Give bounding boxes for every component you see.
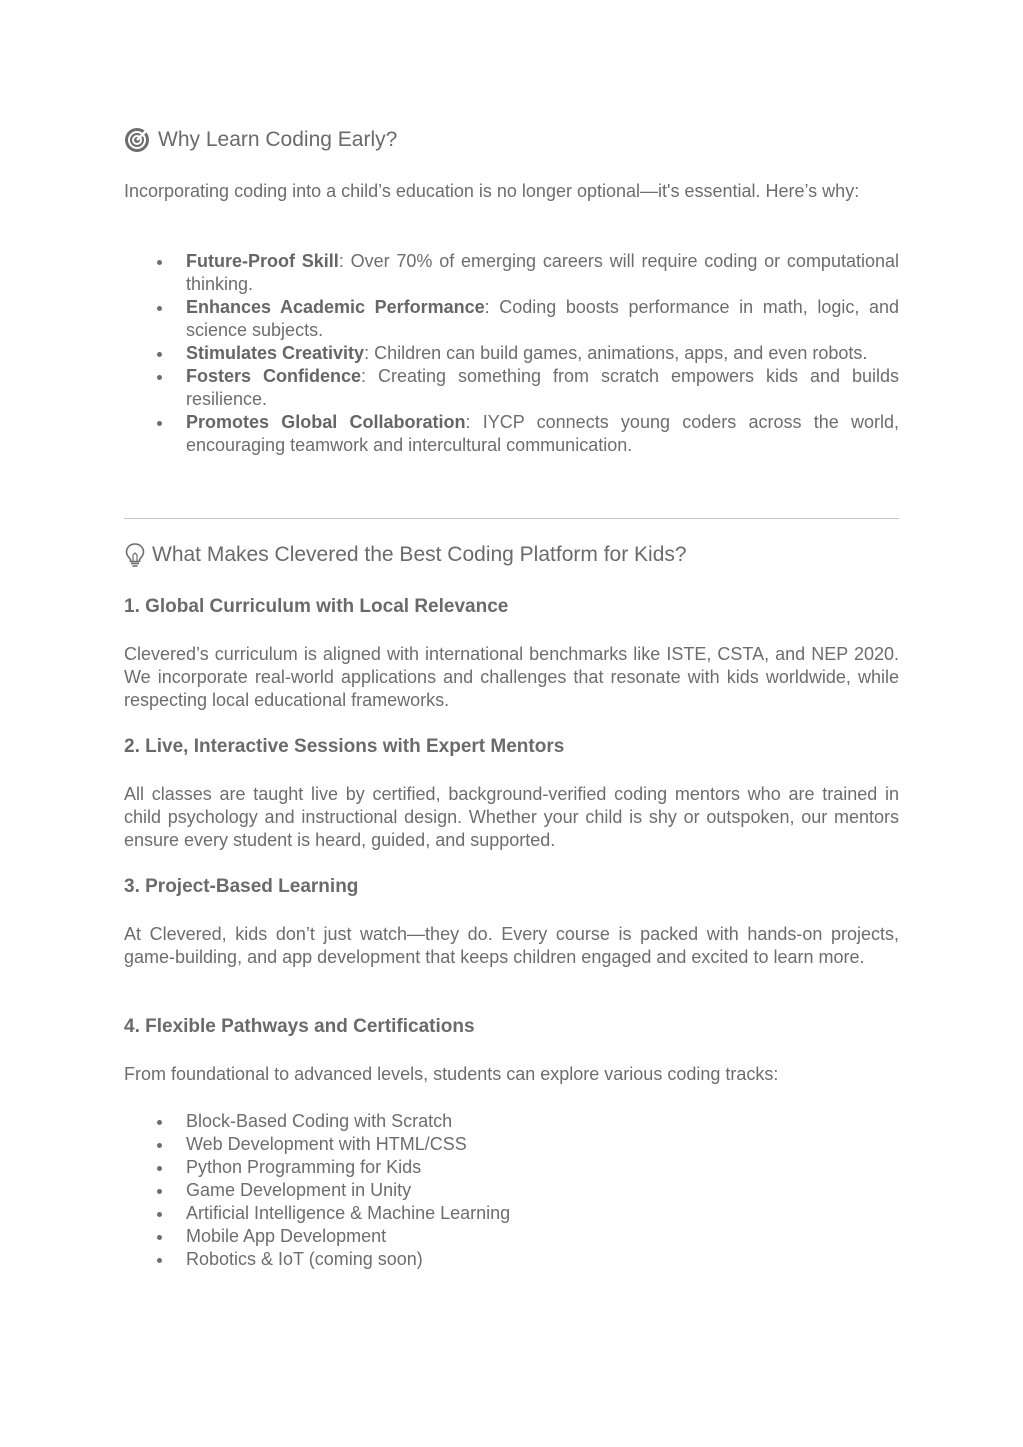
feature-body: At Clevered, kids don’t just watch—they do. Every course is packed with hands-on projects, game-building, and app development that keeps children engaged and excited to learn more.	[124, 924, 899, 967]
bullet-text: : IYCP connects young coders across the world, encouraging teamwork and intercultural communication.	[186, 412, 899, 455]
feature-body: Clevered’s curriculum is aligned with international benchmarks like ISTE, CSTA, and NEP 2020. We incorporate real-world applications and challenges that resonate with kids worldwide, while respecting local educational frameworks.	[124, 644, 899, 710]
section-divider	[124, 518, 899, 519]
bullet-term: Future-Proof Skill	[186, 251, 339, 271]
intro-paragraph: Incorporating coding into a child’s education is no longer optional—it's essential. Here’s why:	[124, 181, 860, 201]
feature-heading: 2. Live, Interactive Sessions with Expert Mentors	[124, 736, 565, 757]
feature-body: From foundational to advanced levels, students can explore various coding tracks:	[124, 1064, 779, 1084]
list-item: Mobile App Development	[124, 1225, 510, 1248]
feature-heading: 4. Flexible Pathways and Certifications	[124, 1016, 475, 1037]
list-item: Block-Based Coding with Scratch	[124, 1110, 510, 1133]
section-heading-what-makes	[124, 542, 687, 568]
list-item	[124, 365, 899, 411]
bullet-term: Enhances Academic Performance	[186, 297, 485, 317]
list-item	[124, 296, 899, 342]
bullet-text: : Coding boosts performance in math, logic, and science subjects.	[186, 297, 899, 340]
list-item: Python Programming for Kids	[124, 1156, 510, 1179]
target-icon	[124, 127, 150, 153]
list-item: Artificial Intelligence & Machine Learning	[124, 1202, 510, 1225]
list-item: Web Development with HTML/CSS	[124, 1133, 510, 1156]
coding-tracks-list	[124, 1110, 510, 1271]
bullet-term: Stimulates Creativity	[186, 343, 365, 363]
feature-body: All classes are taught live by certified, background-verified coding mentors who are trained in child psychology and instructional design. Whether your child is shy or outspoken, our mentors ensure every student is heard, guided, and supported.	[124, 784, 899, 850]
section-heading-why-learn	[124, 127, 397, 153]
bullet-term: Fosters Confidence	[186, 366, 362, 386]
feature-heading: 3. Project-Based Learning	[124, 876, 359, 897]
bullet-term: Promotes Global Collaboration	[186, 412, 466, 432]
list-item	[124, 250, 899, 296]
list-item: Game Development in Unity	[124, 1179, 510, 1202]
bullet-text: : Creating something from scratch empowers kids and builds resilience.	[186, 366, 900, 409]
bullet-text: : Children can build games, animations, apps, and even robots.	[364, 343, 868, 363]
lightbulb-icon	[124, 542, 146, 568]
benefits-list	[124, 250, 899, 457]
list-item	[124, 411, 899, 457]
section-title: Why Learn Coding Early?	[158, 128, 398, 151]
list-item	[124, 342, 899, 365]
feature-heading: 1. Global Curriculum with Local Relevance	[124, 596, 509, 617]
list-item: Robotics & IoT (coming soon)	[124, 1248, 510, 1271]
section-title: What Makes Clevered the Best Coding Platform for Kids?	[152, 543, 687, 566]
bullet-text: : Over 70% of emerging careers will require coding or computational thinking.	[186, 251, 899, 294]
